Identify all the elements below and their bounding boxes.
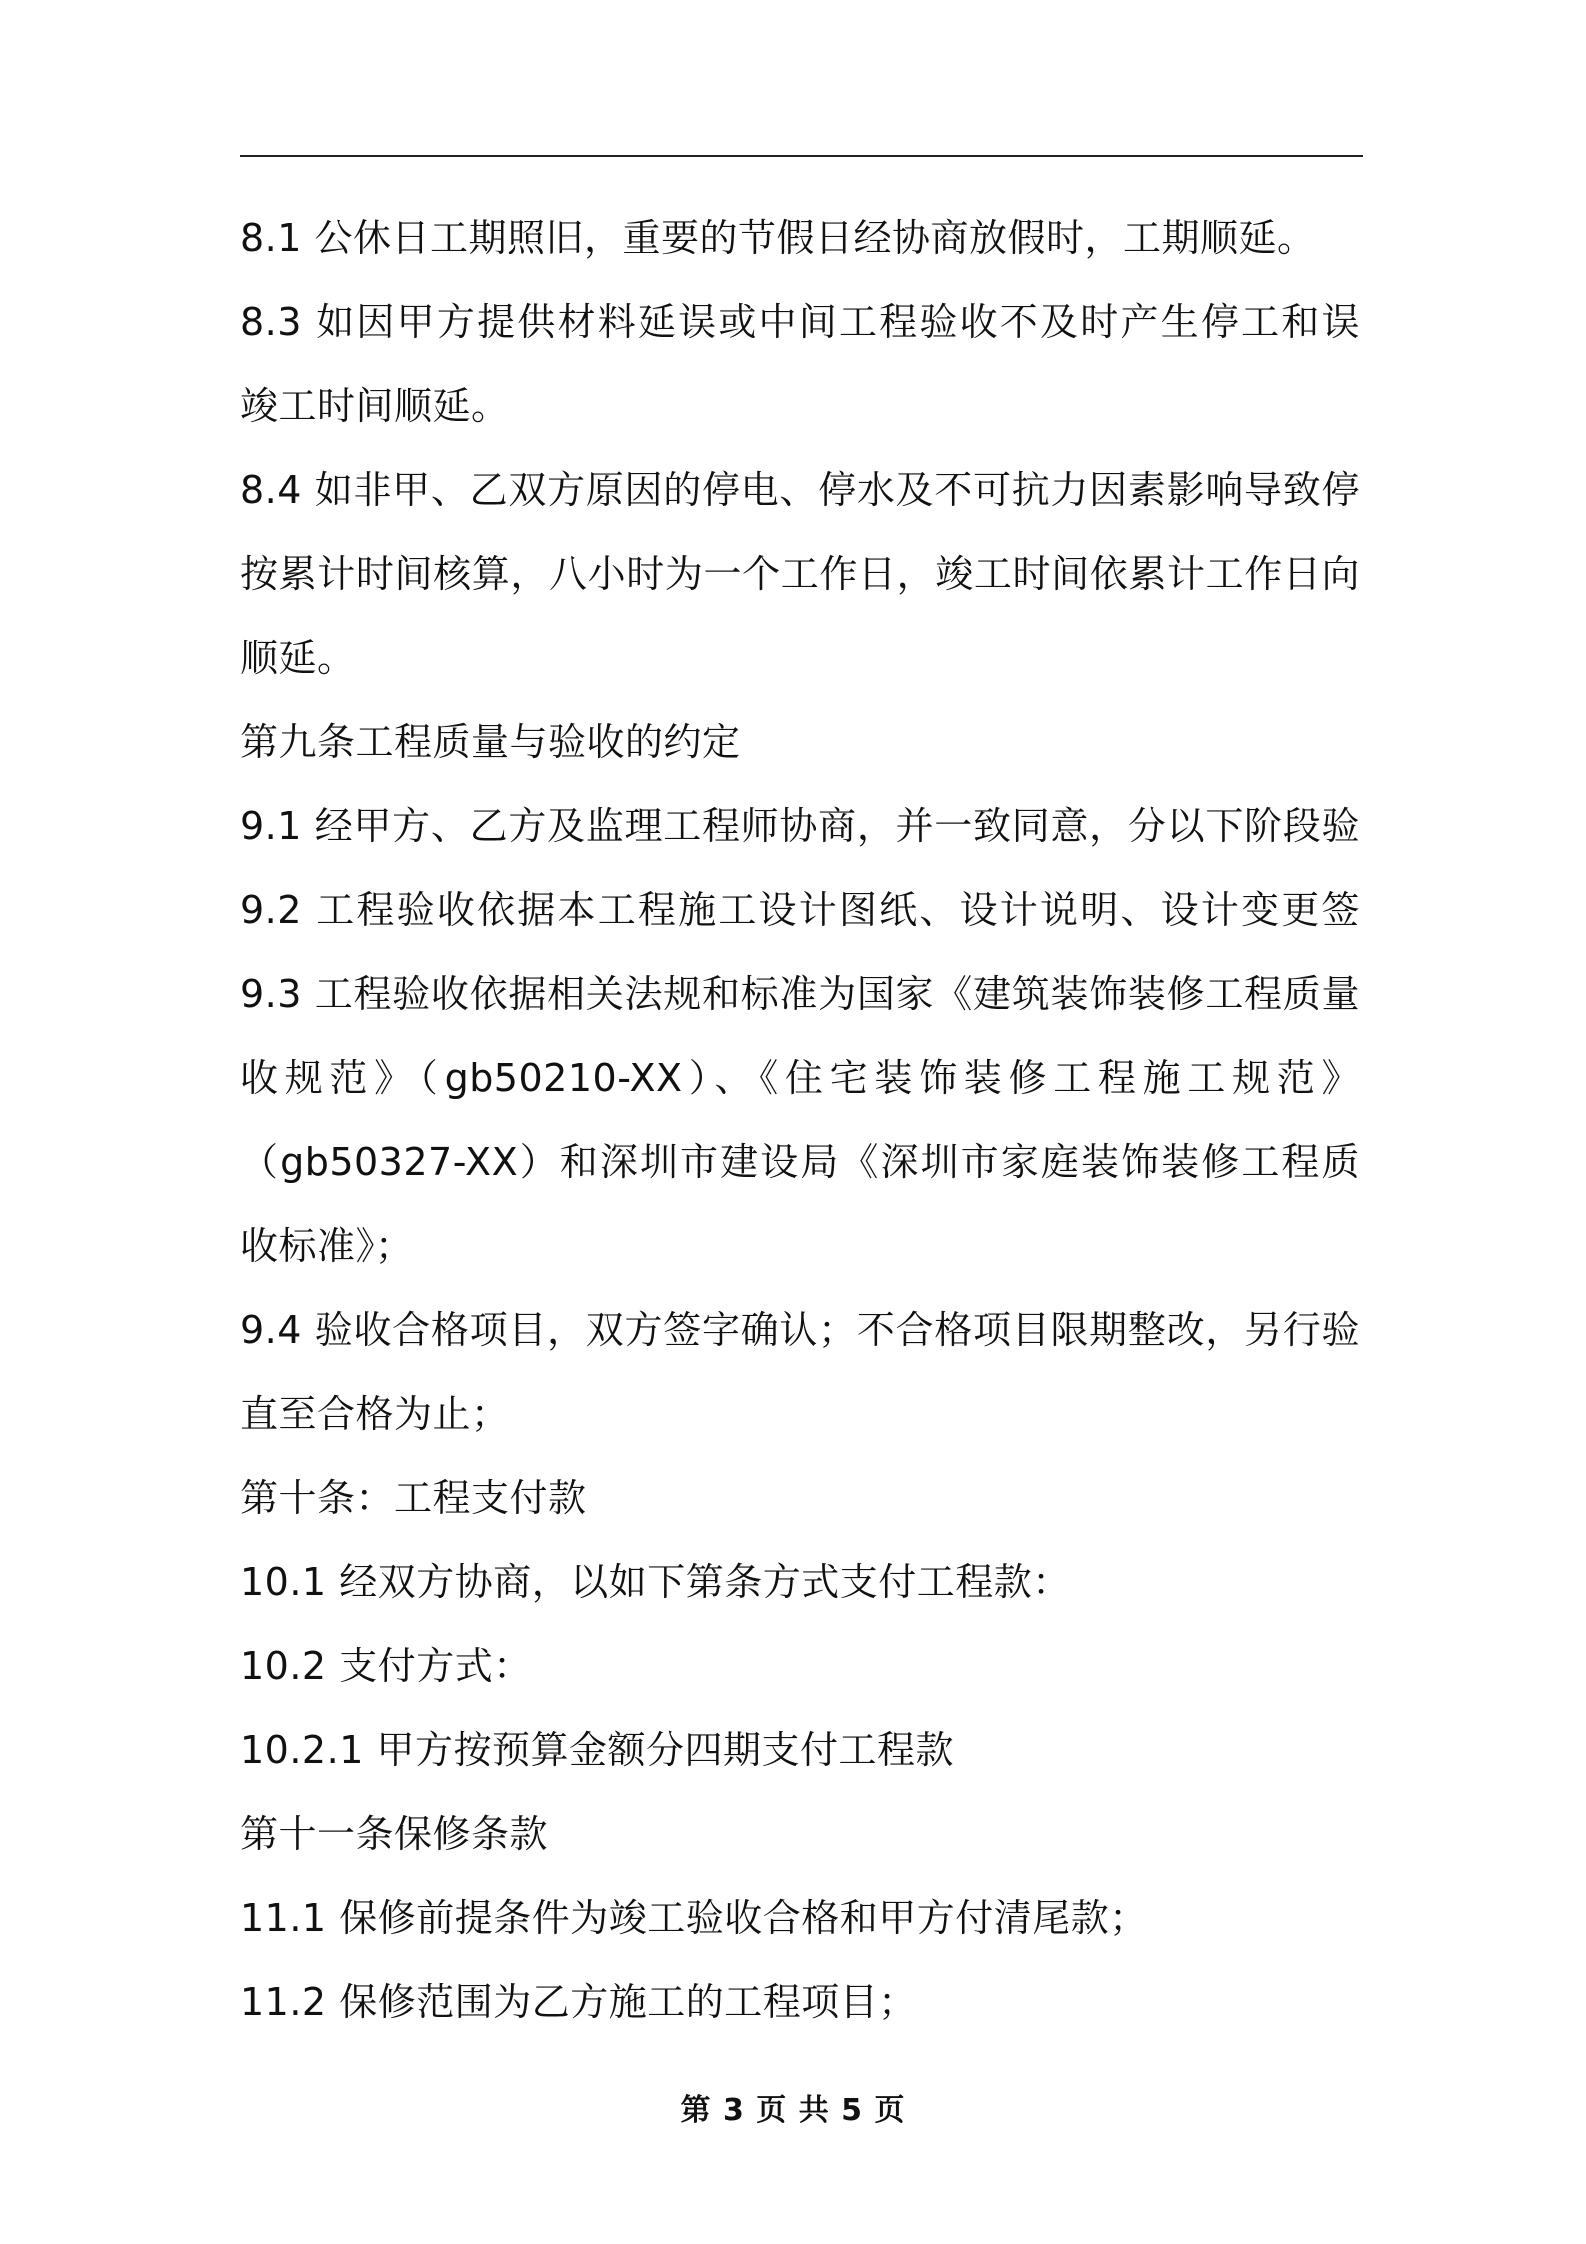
line-9-3-cont-2: （gb50327-XX）和深圳市建设局《深圳市家庭装饰装修工程质 — [240, 1140, 1360, 1184]
line-8-4-end: 顺延。 — [240, 636, 356, 680]
heading-article-10: 第十条：工程支付款 — [240, 1476, 587, 1520]
heading-article-11: 第十一条保修条款 — [240, 1812, 549, 1856]
line-9-3-end: 收标准》； — [240, 1224, 414, 1268]
line-9-1: 9.1 经甲方、乙方及监理工程师协商，并一致同意，分以下阶段验 — [240, 804, 1360, 848]
line-9-2: 9.2 工程验收依据本工程施工设计图纸、设计说明、设计变更签 — [240, 888, 1360, 932]
page-number-footer: 第 3 页 共 5 页 — [680, 2093, 906, 2128]
line-10-2: 10.2 支付方式： — [240, 1644, 532, 1688]
header-rule — [240, 155, 1363, 157]
document-body — [240, 196, 1360, 2044]
line-10-2-1: 10.2.1 甲方按预算金额分四期支付工程款 — [240, 1728, 954, 1772]
line-9-4: 9.4 验收合格项目，双方签字确认；不合格项目限期整改，另行验 — [240, 1308, 1360, 1352]
heading-article-9: 第九条工程质量与验收的约定 — [240, 720, 741, 764]
line-11-1: 11.1 保修前提条件为竣工验收合格和甲方付清尾款； — [240, 1896, 1148, 1940]
line-9-4-end: 直至合格为止； — [240, 1392, 510, 1436]
line-10-1: 10.1 经双方协商，以如下第条方式支付工程款： — [240, 1560, 1071, 1604]
line-11-2: 11.2 保修范围为乙方施工的工程项目； — [240, 1980, 917, 2024]
line-8-4-cont: 按累计时间核算，八小时为一个工作日，竣工时间依累计工作日向 — [240, 552, 1360, 596]
line-8-3-cont: 竣工时间顺延。 — [240, 384, 510, 428]
line-8-4: 8.4 如非甲、乙双方原因的停电、停水及不可抗力因素影响导致停 — [240, 468, 1360, 512]
line-9-3: 9.3 工程验收依据相关法规和标准为国家《建筑装饰装修工程质量 — [240, 972, 1360, 1016]
line-8-3: 8.3 如因甲方提供材料延误或中间工程验收不及时产生停工和误 — [240, 300, 1360, 344]
line-8-1: 8.1 公休日工期照旧，重要的节假日经协商放假时，工期顺延。 — [240, 216, 1316, 260]
line-9-3-cont-1: 收规范》（gb50210-XX）、《住宅装饰装修工程施工规范》 — [240, 1056, 1360, 1100]
